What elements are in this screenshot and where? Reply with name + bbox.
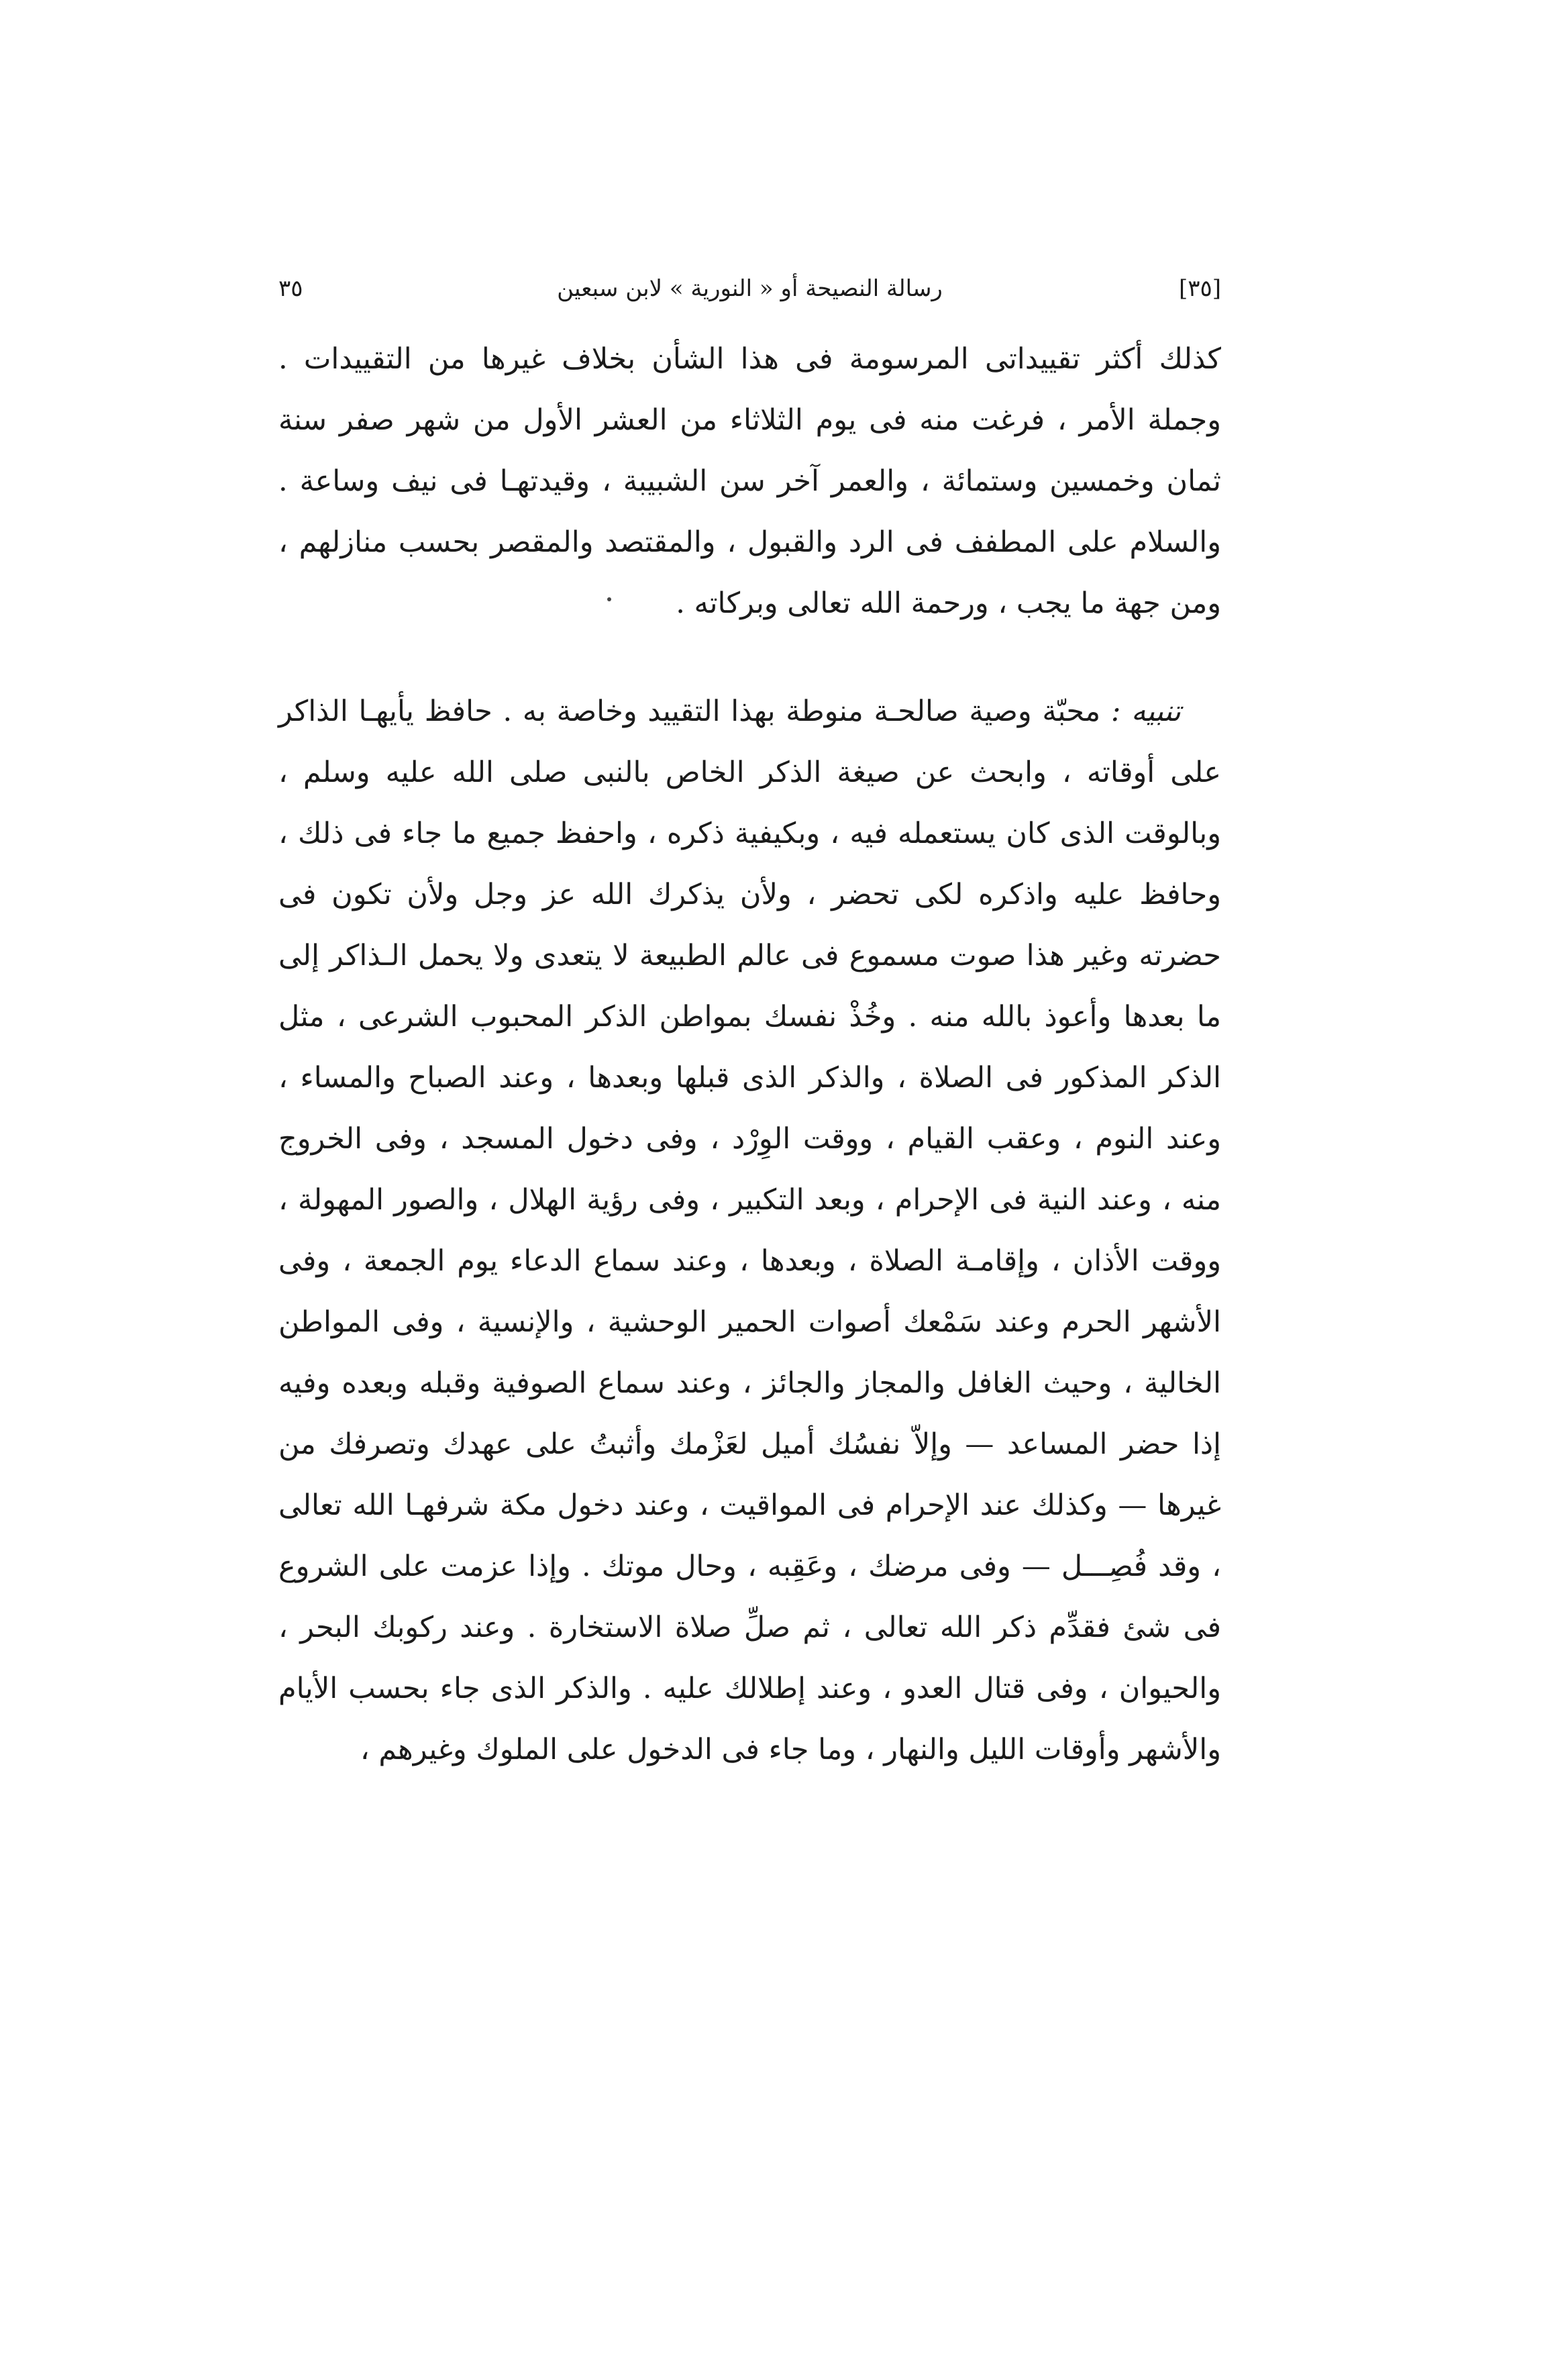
- page-speck: [607, 597, 611, 601]
- running-title: رسالة النصيحة أو « النورية » لابن سبعين: [557, 275, 943, 302]
- tanbih-text: محبّة وصية صالحـة منوطة بهذا التقييد وخاصة به . حافظ يأيهـا الذاكر على أوقاته ، وابحث عن صيغة الذكر الخاص بالنبى صلى الله عليه وسلم ، وبالوقت الذى كان يستعمله فيه ، وبكيفية ذكره ، واحفظ جميع ما جاء فى ذلك ، وحافظ عليه واذكره لكى تحضر ، ولأن يذكرك الله عز وجل ولأن تكون فى حضرته وغير هذا صوت مسموع فى عالم الطبيعة لا يتعدى ولا يحمل الـذاكر إلى ما بعدها وأعوذ بالله منه . وخُذْ نفسك بمواطن الذكر المحبوب الشرعى ، مثل الذكر المذكور فى الصلاة ، والذكر الذى قبلها وبعدها ، وعند الصباح والمساء ، وعند النوم ، وعقب القيام ، ووقت الوِرْد ، وفى دخول المسجد ، وفى الخروج منه ، وعند النية فى الإحرام ، وبعد التكبير ، وفى رؤية الهلال ، والصور المهولة ، ووقت الأذان ، وإقامـة الصلاة ، وبعدها ، وعند سماع الدعاء يوم الجمعة ، وفى الأشهر الحرم وعند سَمْعك أصوات الحمير الوحشية ، والإنسية ، وفى المواطن الخالية ، وحيث الغافل والمجاز والجائز ، وعند سماع الصوفية وقبله وبعده وفيه إذا حضر المساعد — وإلاّ نفسُك أميل لعَزْمك وأثبتُ على عهدك وتصرفك من غيرها — وكذلك عند الإحرام فى المواقيت ، وعند دخول مكة شرفهـا الله تعالى ، وقد فُصِـــل — وفى مرضك ، وعَقِبه ، وحال موتك . وإذا عزمت على الشروع فى شئ فقدِّم ذكر الله تعالى ، ثم صلِّ صلاة الاستخارة . وعند ركوبك البحر ، والحيوان ، وفى قتال العدو ، وعند إطلالك عليه . والذكر الذى جاء بحسب الأيام والأشهر وأوقات الليل والنهار ، وما جاء فى الدخول على الملوك وغيرهم ،: [278, 695, 1222, 1766]
- page-number: ٣٥: [278, 275, 303, 302]
- running-header: [278, 262, 1221, 315]
- paragraph-tanbih: [278, 681, 1221, 1781]
- paragraph-closing: كذلك أكثر تقييداتى المرسومة فى هذا الشأن بخلاف غيرها من التقييدات . وجملة الأمر ، فرغت منه فى يوم الثلاثاء من العشر الأول من شهر صفر سنة ثمان وخمسين وستمائة ، والعمر آخر سن الشبيبة ، وقيدتهـا فى نيف وساعة . والسلام على المطفف فى الرد والقبول ، والمقتصد والمقصر بحسب منازلهم ، ومن جهة ما يجب ، ورحمة الله تعالى وبركاته .: [278, 342, 1221, 620]
- section-number: [٣٥]: [1178, 275, 1221, 302]
- tanbih-label: تنبيه :: [1110, 695, 1181, 728]
